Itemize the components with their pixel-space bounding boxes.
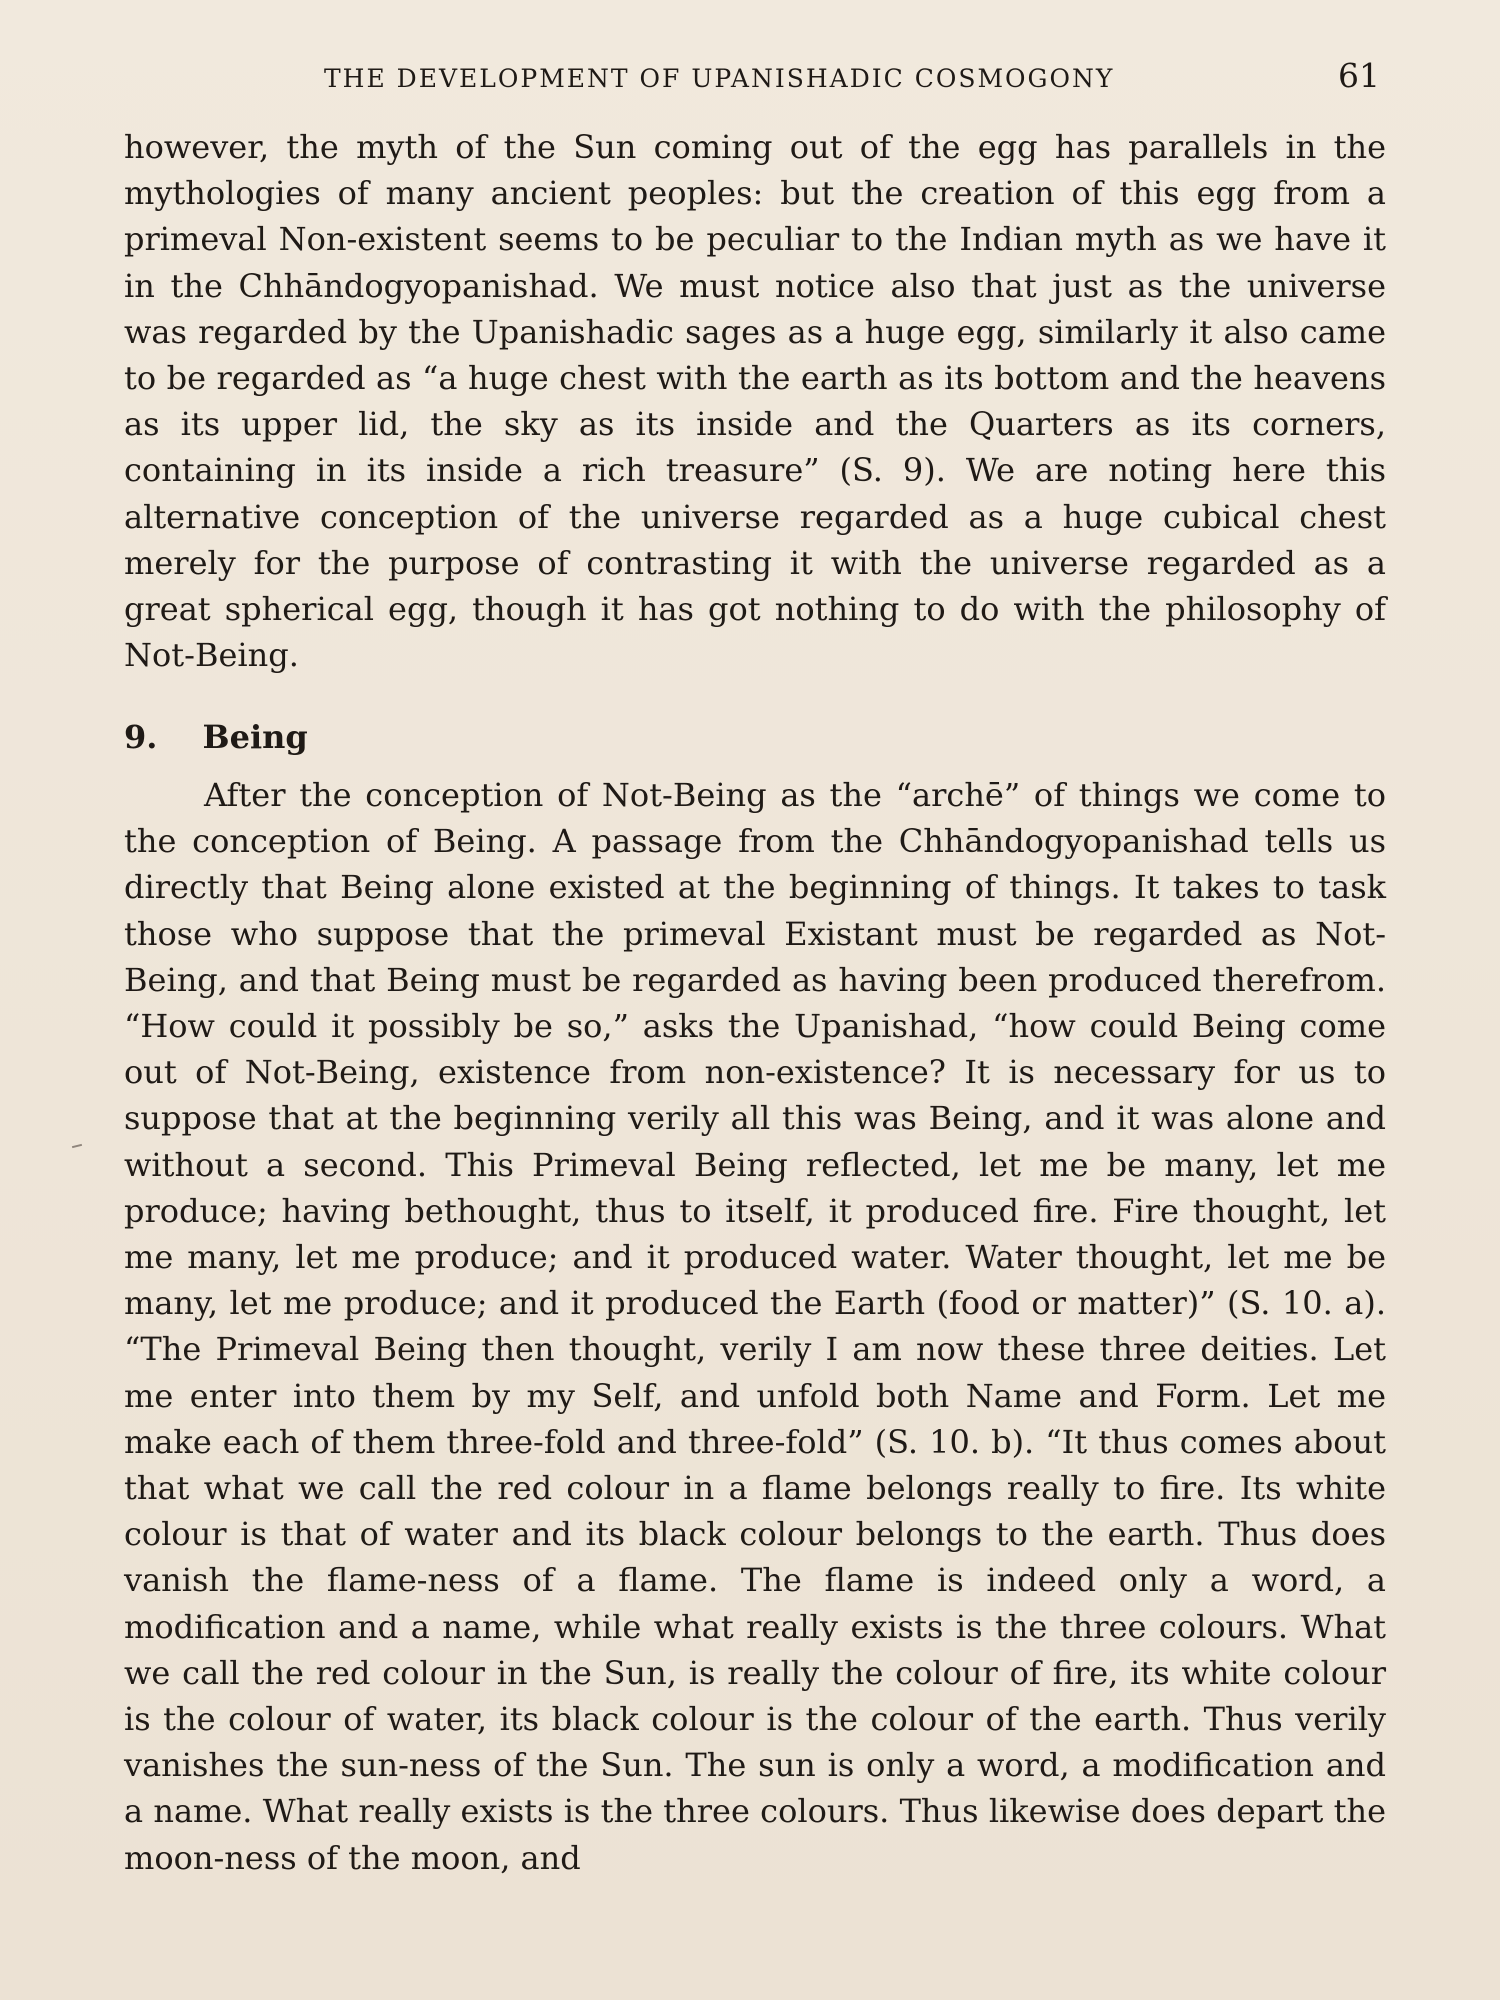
page-number: 61	[1338, 56, 1380, 95]
running-head: THE DEVELOPMENT OF UPANISHADIC COSMOGONY	[324, 64, 1115, 93]
opening-paragraph: however, the myth of the Sun coming out of the egg has parallels in the mythologies of many ancient peoples: but the creation of this egg from a primeval Non-existent seems to be peculiar to the Indian myth as we have it in the Chhāndogyopanishad. We must notice also that just as the universe was regarded by the Upanishadic sages as a huge egg, similarly it also came to be regarded as “a huge chest with the earth as its bottom and the heavens as its upper lid, the sky as its inside and the Quarters as its corners, containing in its inside a rich treasure” (S. 9). We are noting here this alternative conception of the universe regarded as a huge cubical chest merely for the purpose of contrasting it with the universe regarded as a great spherical egg, though it has got nothing to do with the philosophy of Not-Being.	[124, 128, 1386, 675]
section-number: 9.	[124, 718, 158, 756]
being-paragraph-block	[124, 772, 1386, 1881]
section-heading	[124, 718, 308, 756]
page-header	[124, 56, 1380, 100]
margin-mark	[72, 1144, 82, 1148]
opening-paragraph-block	[124, 124, 1386, 678]
section-title: Being	[202, 718, 308, 756]
being-paragraph: After the conception of Not-Being as the “archē” of things we come to the conception of Being. A passage from the Chhāndogyopanishad tells us directly that Being alone existed at the beginning of things. It takes to task those who suppose that the primeval Existant must be regarded as Not-Being, and that Being must be regarded as having been produced therefrom. “How could it possibly be so,” asks the Upanishad, “how could Being come out of Not-Being, existence from non-existence? It is necessary for us to suppose that at the beginning verily all this was Being, and it was alone and without a second. This Primeval Being reflected, let me be many, let me produce; having bethought, thus to itself, it produced fire. Fire thought, let me many, let me produce; and it produced water. Water thought, let me be many, let me produce; and it produced the Earth (food or matter)” (S. 10. a). “The Primeval Being then thought, verily I am now these three deities. Let me enter into them by my Self, and unfold both Name and Form. Let me make each of them three-fold and three-fold” (S. 10. b). “It thus comes about that what we call the red colour in a flame belongs really to fire. Its white colour is that of water and its black colour belongs to the earth. Thus does vanish the flame-ness of a flame. The flame is indeed only a word, a modification and a name, while what really exists is the three colours. What we call the red colour in the Sun, is really the colour of fire, its white colour is the colour of water, its black colour is the colour of the earth. Thus verily vanishes the sun-ness of the Sun. The sun is only a word, a modification and a name. What really exists is the three colours. Thus likewise does depart the moon-ness of the moon, and	[124, 776, 1386, 1877]
